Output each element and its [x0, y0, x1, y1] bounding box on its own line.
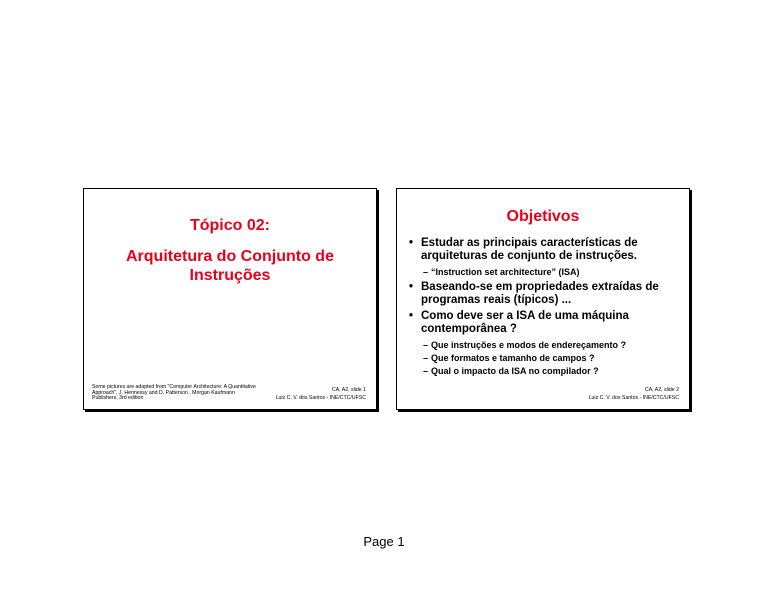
bullet-1-sub-text: “Instruction set architecture” (ISA) — [431, 267, 580, 277]
slide-2-footer-line2: Luiz C. V. dos Santos - INE/CTC/UFSC — [588, 395, 679, 401]
slide-1-credit: Some pictures are adapted from "Computer Architecture: A Quantitative Approach", J. Hennessy and D. Patterson , Morgan Kaufmann Publishers, 3rd edition — [92, 384, 256, 401]
slide-1 — [83, 188, 377, 410]
slide-2-title: Objetivos — [506, 208, 580, 225]
bullet-1-text: Estudar as principais características de arquiteturas de conjunto de instruções. — [421, 237, 638, 262]
bullet-1-sub — [406, 266, 688, 278]
slide-1-footer-line2: Luiz C. V. dos Santos - INE/CTC/UFSC — [275, 395, 366, 401]
slide-1-footer-line1: CA, A2, slide 1 — [331, 387, 366, 393]
bullet-2 — [406, 281, 688, 307]
slide-2-footer-line1: CA, A2, slide 2 — [644, 387, 679, 393]
sub-item-text: Que formatos e tamanho de campos ? — [431, 353, 595, 363]
dash-icon: – — [423, 353, 429, 363]
slide-1-title: Tópico 02: — [189, 217, 270, 234]
bullet-3-subitems — [406, 339, 688, 377]
sub-item-text: Qual o impacto da ISA no compilador ? — [431, 366, 599, 376]
slide-2 — [396, 188, 690, 410]
sub-item — [406, 339, 688, 351]
slide-2-footer — [589, 386, 679, 402]
bullet-dot-icon: • — [409, 281, 414, 293]
dash-icon: – — [423, 366, 429, 376]
sub-item — [406, 352, 688, 364]
bullet-3-text: Como deve ser a ISA de uma máquina contemporânea ? — [421, 310, 629, 335]
slide-2-bullets — [406, 237, 688, 378]
dash-icon: – — [423, 340, 429, 350]
bullet-dot-icon: • — [409, 310, 414, 322]
sub-item-text: Que instruções e modos de endereçamento ? — [431, 340, 627, 350]
dash-icon: – — [423, 267, 429, 277]
slide-1-footer — [276, 386, 366, 402]
slide-1-subtitle: Arquitetura do Conjunto de Instruções — [126, 248, 334, 284]
bullet-2-text: Baseando-se em propriedades extraídas de programas reais (típicos) ... — [421, 281, 659, 306]
bullet-1 — [406, 237, 688, 263]
bullet-dot-icon: • — [409, 237, 414, 249]
sub-item — [406, 365, 688, 377]
bullet-3 — [406, 310, 688, 336]
page-label: Page 1 — [363, 534, 405, 549]
